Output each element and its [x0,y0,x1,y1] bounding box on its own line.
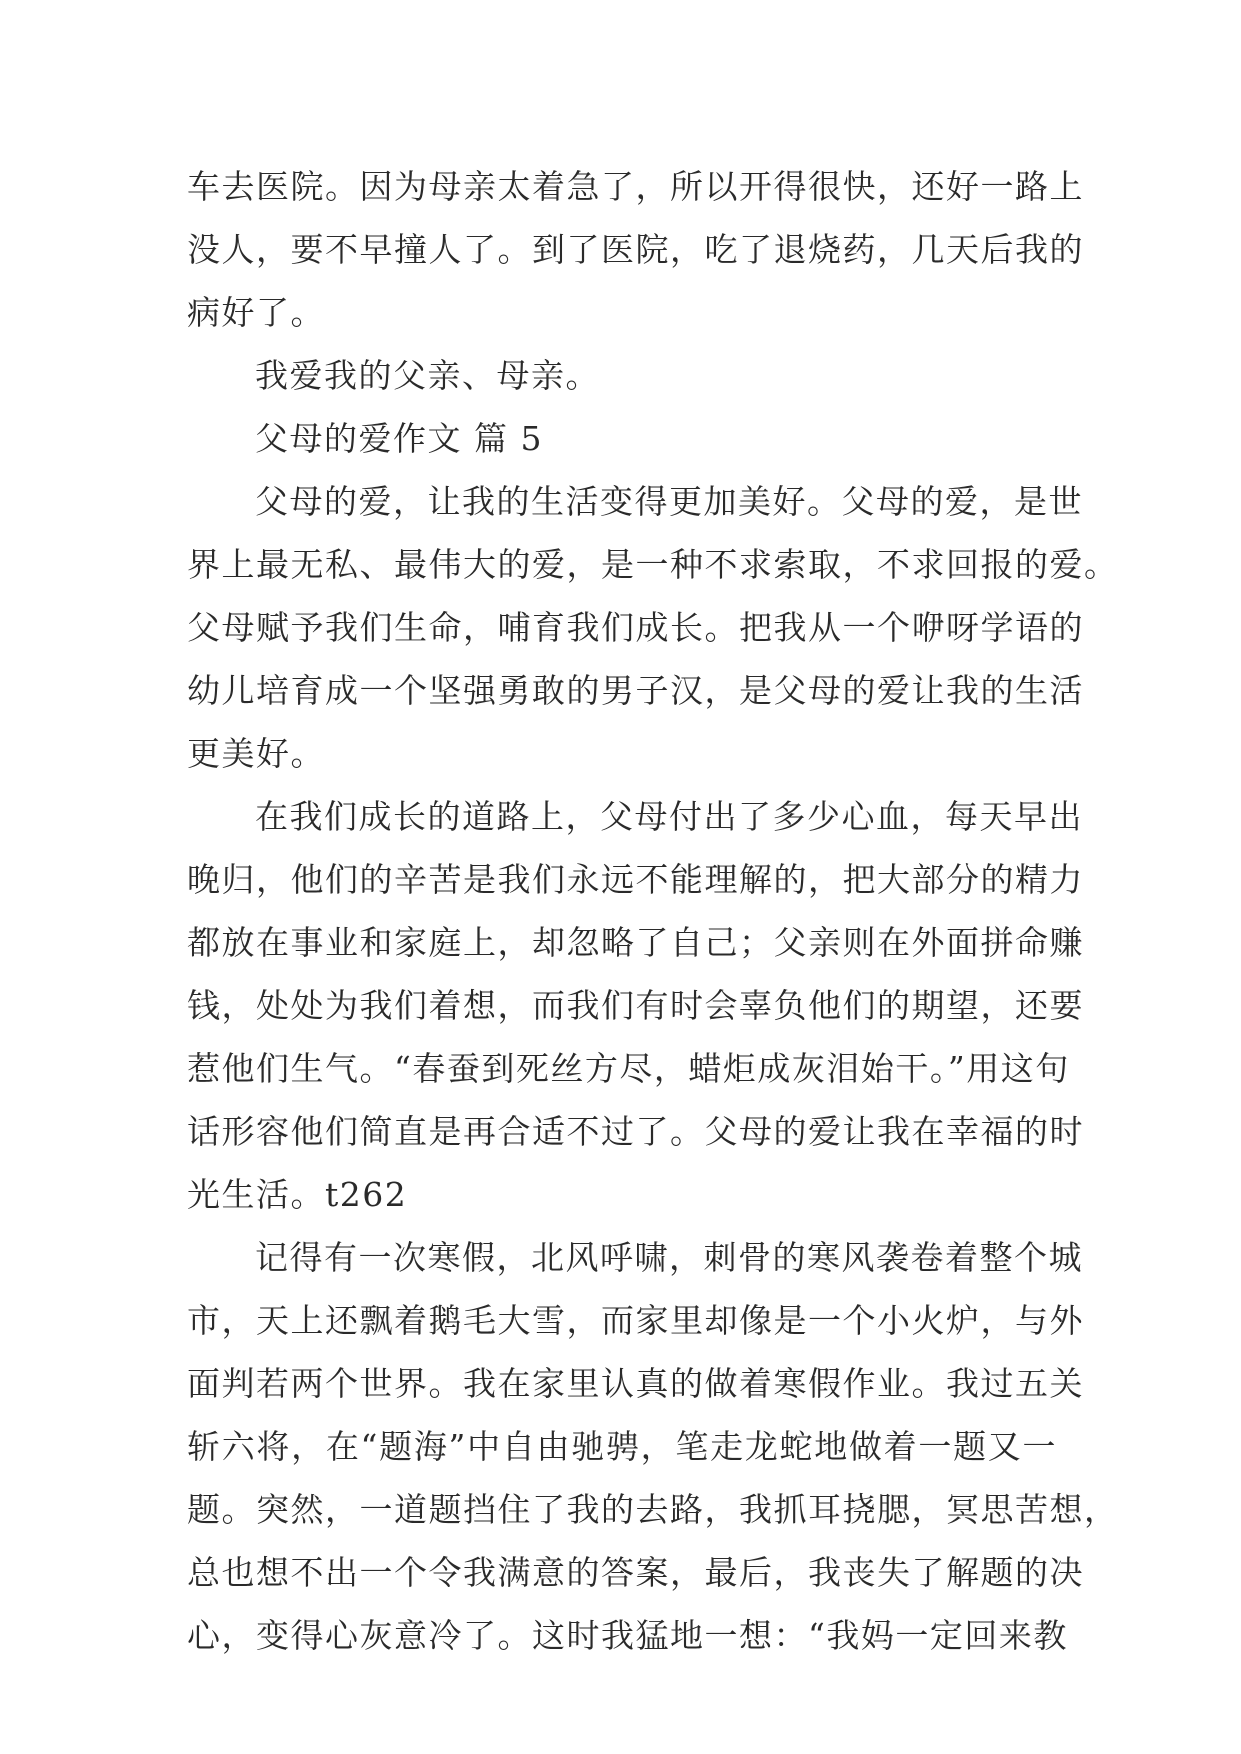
text-line: 在我们成长的道路上，父母付出了多少心血，每天早出 [255,797,1083,836]
text-line: 光生活。t262 [187,1175,408,1214]
text-line: 父母赋予我们生命，哺育我们成长。把我从一个咿呀学语的 [187,608,1084,647]
text-line: 斩六将，在“题海”中自由驰骋，笔走龙蛇地做着一题又一 [187,1427,1057,1466]
text-line: 话形容他们简直是再合适不过了。父母的爱让我在幸福的时 [187,1112,1084,1151]
text-line: 晚归，他们的辛苦是我们永远不能理解的，把大部分的精力 [187,860,1084,899]
text-line: 病好了。 [187,293,325,332]
text-line: 幼儿培育成一个坚强勇敢的男子汉，是父母的爱让我的生活 [187,671,1084,710]
text-line: 心，变得心灰意冷了。这时我猛地一想：“我妈一定回来教 [187,1616,1068,1655]
text-line: 车去医院。因为母亲太着急了，所以开得很快，还好一路上 [187,167,1084,206]
text-line: 总也想不出一个令我满意的答案，最后，我丧失了解题的决 [187,1553,1084,1592]
text-line: 父母的爱，让我的生活变得更加美好。父母的爱，是世 [255,482,1083,521]
text-line: 更美好。 [187,734,325,773]
text-line: 市，天上还飘着鹅毛大雪，而家里却像是一个小火炉，与外 [187,1301,1084,1340]
text-line: 题。突然，一道题挡住了我的去路，我抓耳挠腮，冥思苦想， [187,1490,1119,1529]
text-line: 父母的爱作文 篇 5 [255,419,543,458]
text-line: 面判若两个世界。我在家里认真的做着寒假作业。我过五关 [187,1364,1084,1403]
text-line: 钱，处处为我们着想，而我们有时会辜负他们的期望，还要 [187,986,1084,1025]
text-line: 都放在事业和家庭上，却忽略了自己；父亲则在外面拼命赚 [187,923,1084,962]
document-body [187,155,1119,1667]
text-line: 我爱我的父亲、母亲。 [255,356,600,395]
text-line: 记得有一次寒假，北风呼啸，刺骨的寒风袭卷着整个城 [255,1238,1083,1277]
text-line: 界上最无私、最伟大的爱，是一种不求索取，不求回报的爱。 [187,545,1119,584]
text-line: 惹他们生气。“春蚕到死丝方尽，蜡炬成灰泪始干。”用这句 [187,1049,1070,1088]
text-line: 没人，要不早撞人了。到了医院，吃了退烧药，几天后我的 [187,230,1084,269]
